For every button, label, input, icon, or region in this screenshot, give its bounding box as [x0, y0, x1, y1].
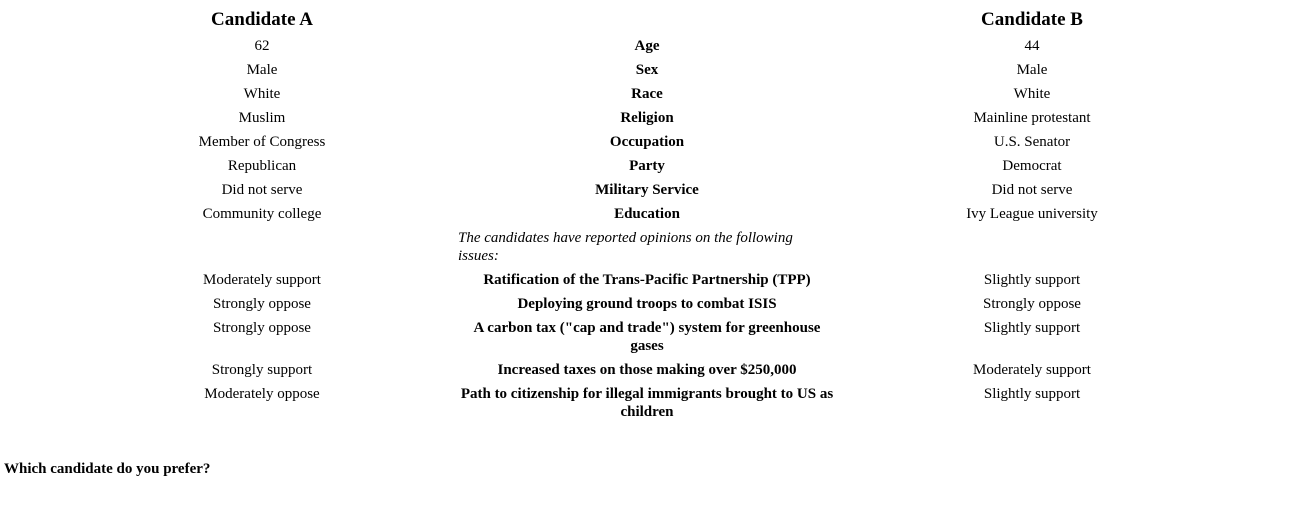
candidate-a-age: 62: [254, 38, 270, 54]
candidate-b-military-service: Did not serve: [991, 182, 1073, 198]
candidate-a-header: Candidate A: [211, 9, 313, 30]
candidate-a-religion: Muslim: [238, 110, 286, 126]
candidate-b-education: Ivy League university: [966, 206, 1098, 222]
candidate-a-party: Republican: [227, 158, 297, 174]
candidate-b-carbon-tax: Slightly support: [983, 320, 1081, 336]
attribute-label-sex: Sex: [635, 62, 659, 78]
candidate-b-race: White: [1013, 86, 1051, 102]
candidate-b-isis: Strongly oppose: [983, 296, 1081, 312]
candidate-b-tpp: Slightly support: [983, 272, 1081, 288]
attribute-label-party: Party: [629, 158, 665, 174]
issue-label-taxes: Increased taxes on those making over $250,000: [497, 362, 797, 378]
candidate-b-occupation: U.S. Senator: [993, 134, 1071, 150]
issues-note: The candidates have reported opinions on the following issues:: [458, 230, 793, 264]
candidate-b-party: Democrat: [1002, 158, 1062, 174]
candidate-b-taxes: Moderately support: [973, 362, 1091, 378]
candidate-a-taxes: Strongly support: [211, 362, 313, 378]
candidate-a-military-service: Did not serve: [221, 182, 303, 198]
attribute-label-race: Race: [631, 86, 663, 102]
preference-question: Which candidate do you prefer?: [4, 461, 211, 477]
candidate-a-carbon-tax: Strongly oppose: [213, 320, 311, 336]
attribute-label-military-service: Military Service: [595, 182, 699, 198]
attribute-label-occupation: Occupation: [609, 134, 685, 150]
candidate-a-isis: Strongly oppose: [213, 296, 311, 312]
candidate-a-sex: Male: [246, 62, 278, 78]
issue-label-carbon-tax: A carbon tax ("cap and trade") system for greenhouse gases: [473, 320, 821, 354]
candidate-b-religion: Mainline protestant: [973, 110, 1091, 126]
attribute-label-education: Education: [614, 206, 680, 222]
attribute-label-religion: Religion: [620, 110, 674, 126]
candidate-b-header: Candidate B: [981, 9, 1083, 30]
candidate-a-race: White: [243, 86, 281, 102]
candidate-b-citizenship: Slightly support: [983, 386, 1081, 402]
candidate-b-age: 44: [1024, 38, 1040, 54]
attribute-label-age: Age: [634, 38, 660, 54]
issue-label-tpp: Ratification of the Trans-Pacific Partnership (TPP): [483, 272, 811, 288]
issue-label-citizenship: Path to citizenship for illegal immigrants brought to US as children: [460, 386, 834, 420]
issue-label-isis: Deploying ground troops to combat ISIS: [517, 296, 777, 312]
candidate-a-tpp: Moderately support: [203, 272, 321, 288]
candidate-b-sex: Male: [1016, 62, 1048, 78]
candidate-a-occupation: Member of Congress: [198, 134, 326, 150]
candidate-a-citizenship: Moderately oppose: [204, 386, 320, 402]
candidate-a-education: Community college: [202, 206, 322, 222]
